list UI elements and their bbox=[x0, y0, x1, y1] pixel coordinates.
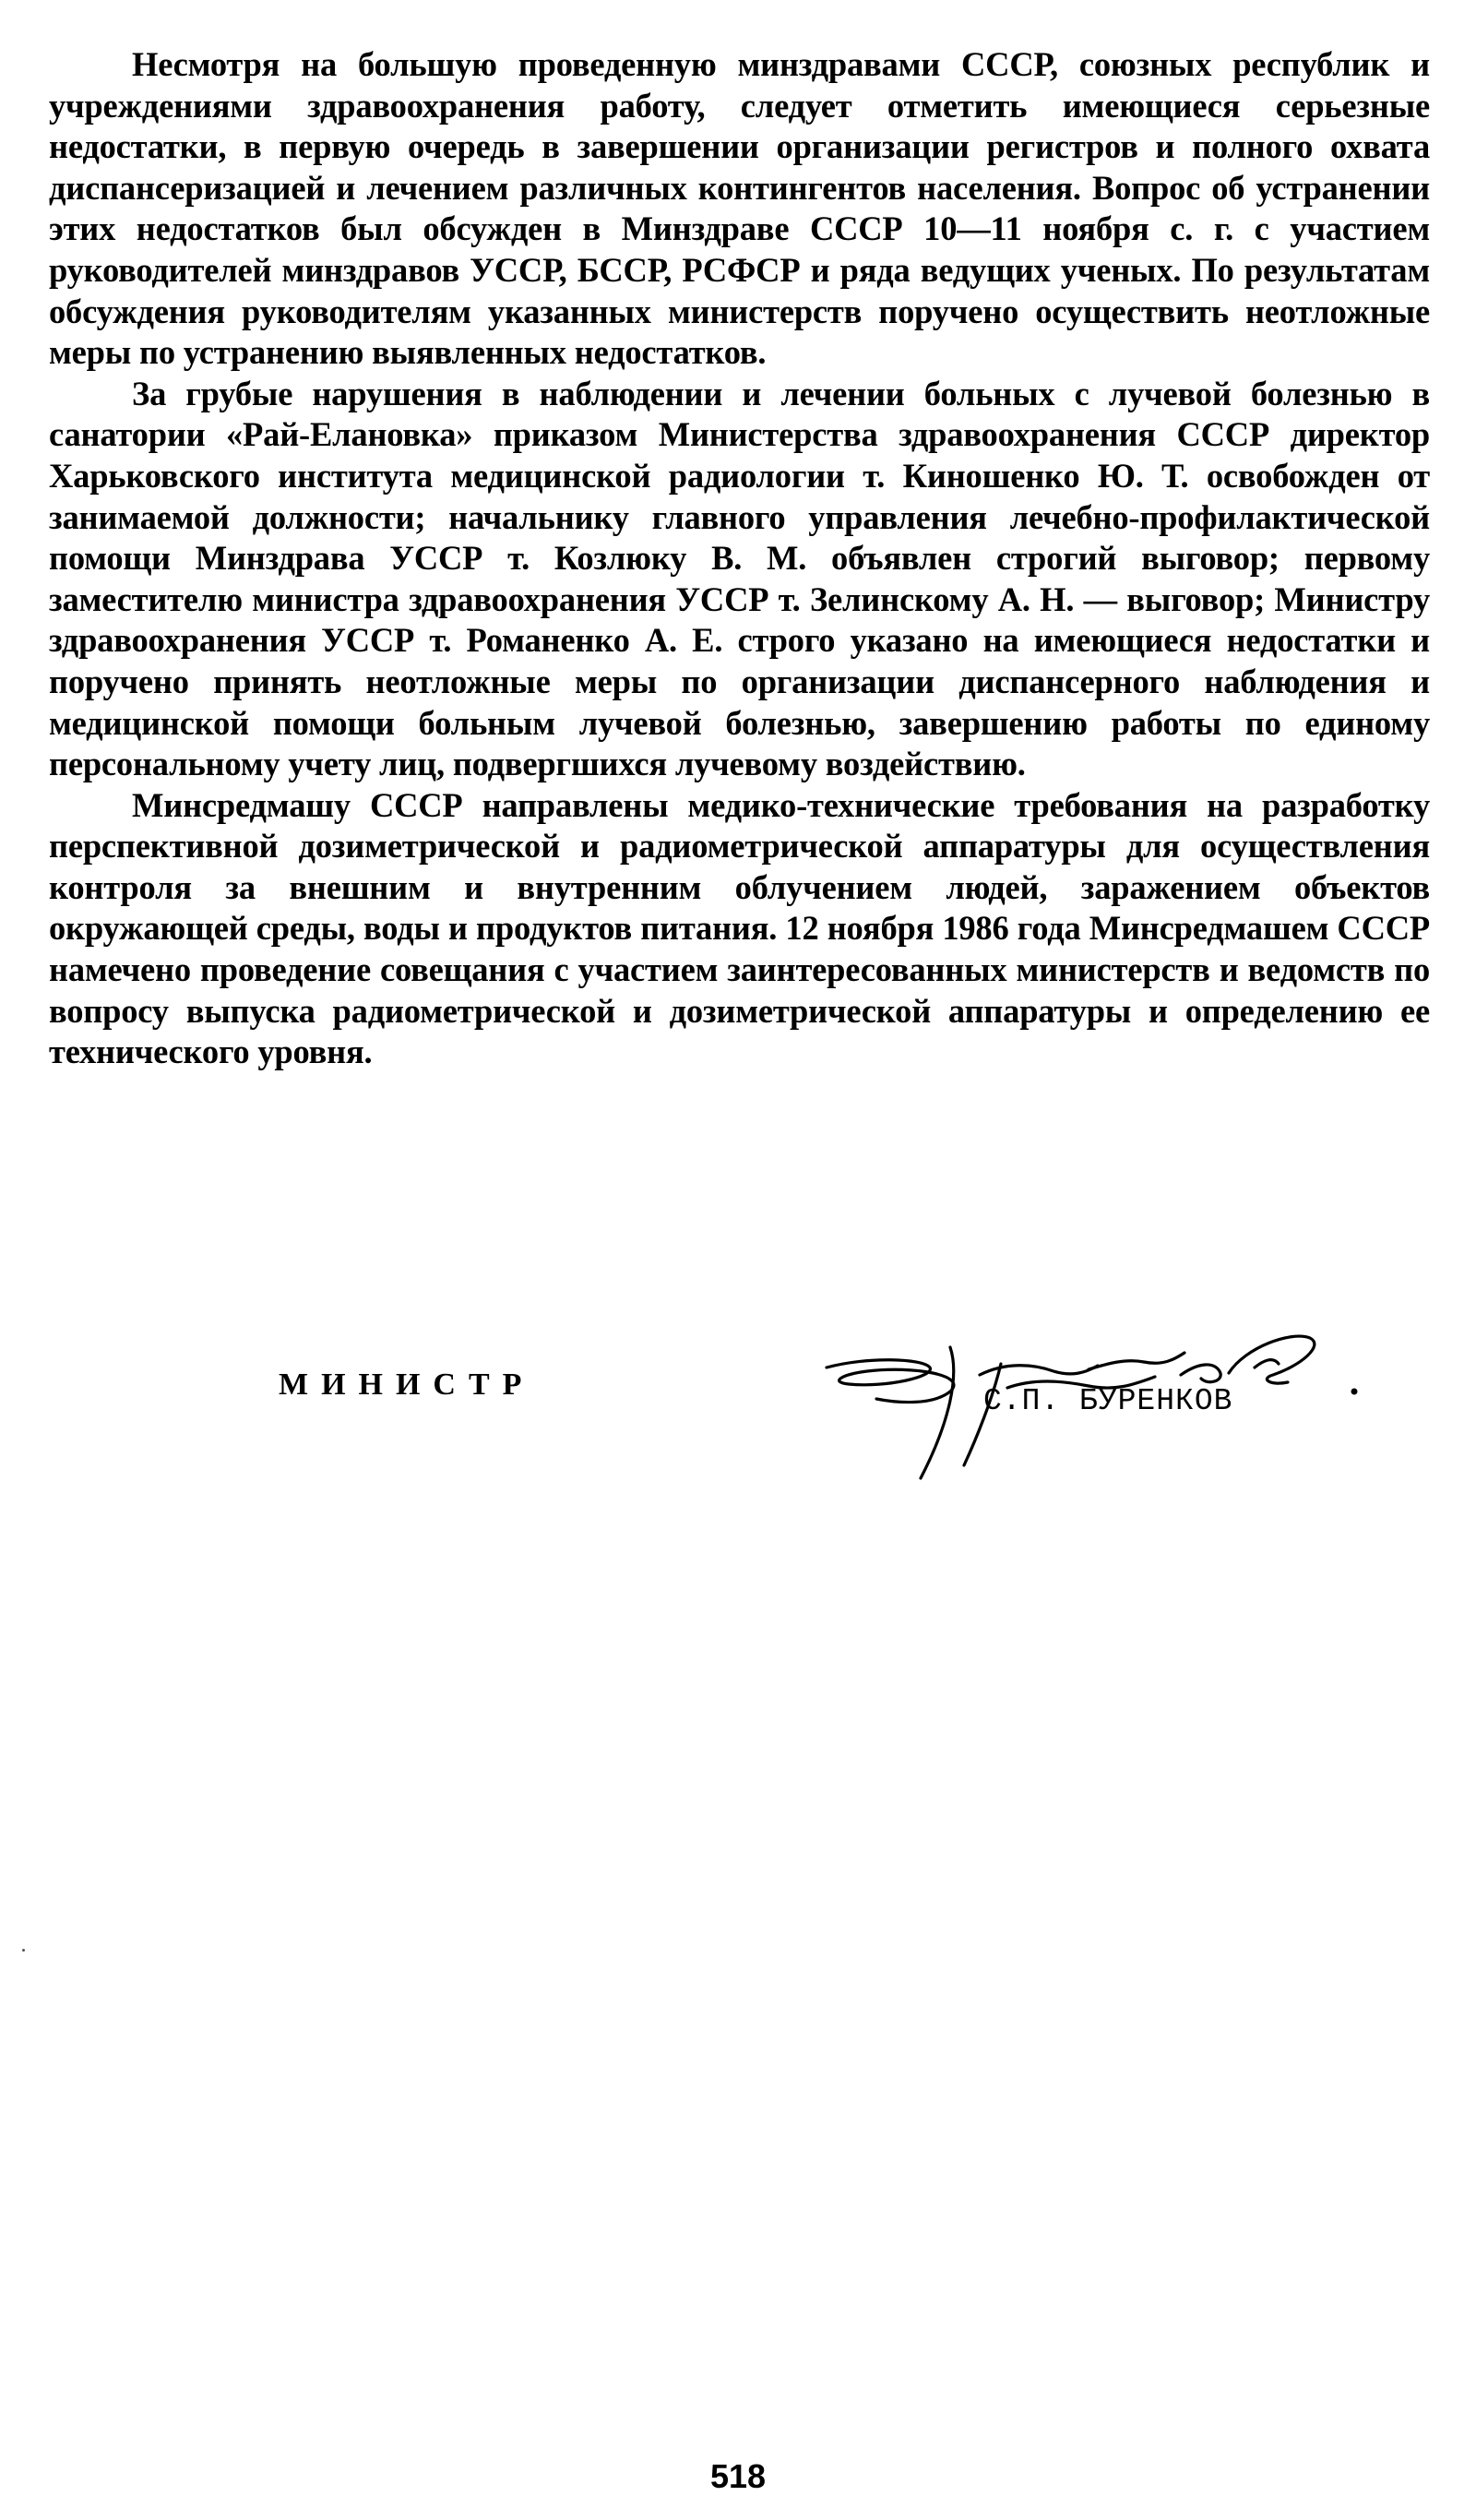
page-number: 518 bbox=[709, 2457, 767, 2495]
body-text bbox=[49, 44, 1430, 1073]
signer-name: С.П. БУРЕНКОВ bbox=[983, 1384, 1233, 1418]
paragraph-3: Минсредмашу СССР направлены медико-технические требования на разработку перспективной дозиметрической и радиометрической аппаратуры для осуществления контроля за внешним и внутренним облучением людей, заражением объектов окружающей среды, воды и продуктов питания. 12 ноября 1986 года Минсредмашем СССР намечено проведение совещания с участием заинтересованных министерств и ведомств по вопросу выпуска радиометрической и дозиметрической аппаратуры и определению ее технического уровня. bbox=[49, 785, 1430, 1071]
scan-speck bbox=[22, 1949, 25, 1952]
paragraph-2: За грубые нарушения в наблюдении и лечении больных с лучевой болезнью в санатории «Рай-Елановка» приказом Министерства здравоохранения СССР директор Харьковского института медицинской радиологии т. Киношенко Ю. Т. освобожден от занимаемой должности; начальнику главного управления лечебно-профилактической помощи Минздрава УССР т. Козлюку В. М. объявлен строгий выговор; первому заместителю министра здравоохранения УССР т. Зелинскому А. Н. — выговор; Министру здравоохранения УССР т. Романенко А. Е. строго указано на имеющиеся недостатки и поручено принять неотложные меры по организации диспансерного наблюдения и медицинской помощи больным лучевой болезнью, завершению работы по единому персональному учету лиц, подвергшихся лучевому воздействию. bbox=[49, 374, 1430, 783]
signature-block bbox=[0, 1310, 1476, 1495]
signer-position: МИНИСТР bbox=[279, 1367, 535, 1402]
paragraph-1: Несмотря на большую проведенную минздравами СССР, союзных республик и учреждениями здравоохранения работу, следует отметить имеющиеся серьезные недостатки, в первую очередь в завершении организации регистров и полного охвата диспансеризацией и лечением различных контингентов населения. Вопрос об устранении этих недостатков был обсужден в Минздраве СССР 10—11 ноября с. г. с участием руководителей минздравов УССР, БССР, РСФСР и ряда ведущих ученых. По результатам обсуждения руководителям указанных министерств поручено осуществить неотложные меры по устранению выявленных недостатков. bbox=[49, 45, 1430, 372]
